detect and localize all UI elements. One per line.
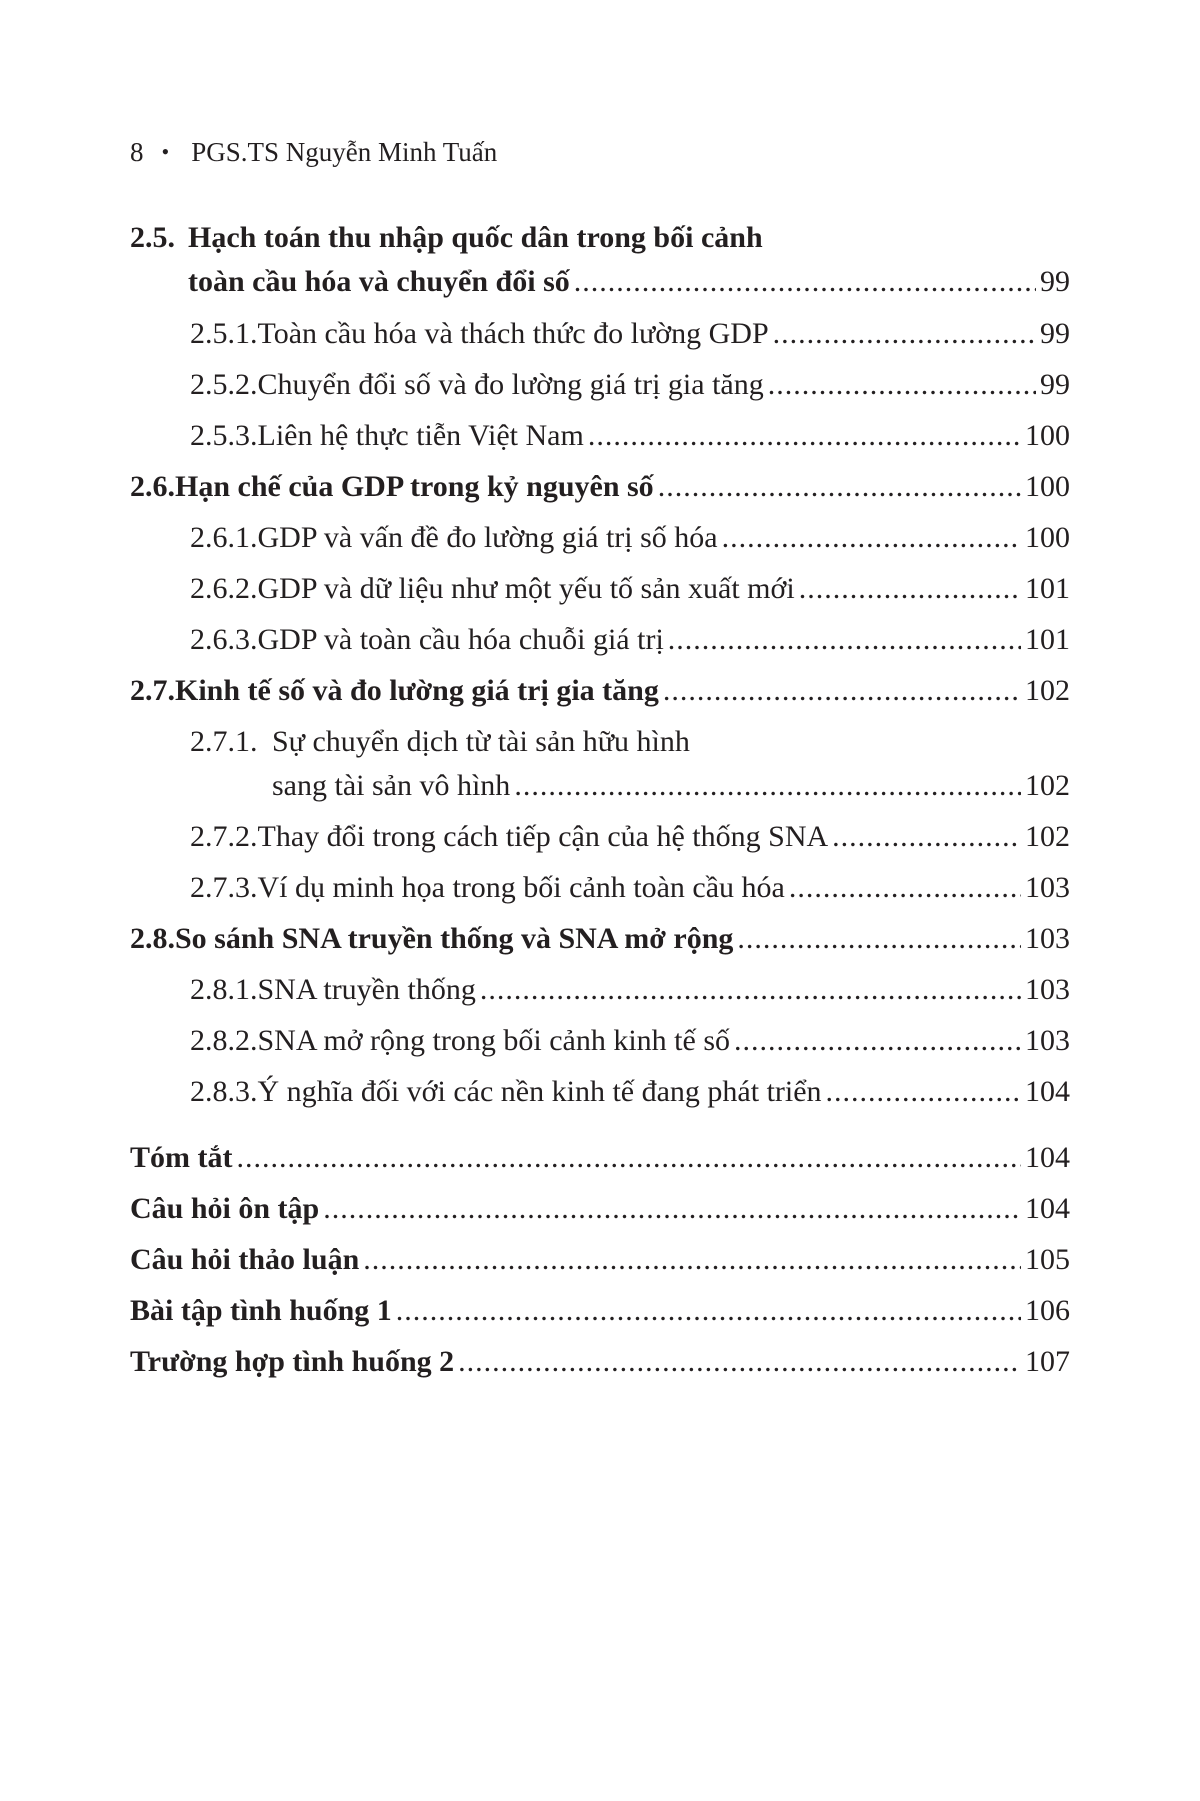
toc-page-number: 105 (1025, 1243, 1070, 1276)
toc-page-number: 99 (1040, 317, 1070, 350)
toc-page-number: 99 (1040, 368, 1070, 401)
leader-dots (832, 817, 1021, 857)
page-number: 8 (130, 137, 144, 167)
running-header (130, 132, 497, 172)
toc-page-number: 99 (1040, 265, 1070, 298)
toc-entry-2-7-1: sang tài sản vô hình ..... 102 (272, 766, 1070, 806)
toc-entry-review-questions: Câu hỏi ôn tập ..... 104 (130, 1189, 1070, 1229)
toc-page-number: 103 (1025, 922, 1070, 955)
toc-entry-2-5-line1: 2.5. Hạch toán thu nhập quốc dân trong bối cảnh (130, 221, 763, 254)
toc-page-number: 104 (1025, 1141, 1070, 1174)
leader-dots (588, 416, 1021, 456)
toc-page-number: 104 (1025, 1075, 1070, 1108)
toc-entry-2-5-2: 2.5.2. Chuyển đổi số và đo lường giá trị gia tăng ..... 99 (190, 365, 1070, 405)
toc-page-number: 102 (1025, 674, 1070, 707)
toc-page-number: 102 (1025, 820, 1070, 853)
toc-page-number: 103 (1025, 871, 1070, 904)
leader-dots (480, 970, 1021, 1010)
toc-entry-case-study-1: Bài tập tình huống 1 ..... 106 (130, 1291, 1070, 1331)
leader-dots (768, 365, 1036, 405)
header-author: PGS.TS Nguyễn Minh Tuấn (191, 137, 498, 167)
leader-dots (734, 1021, 1021, 1061)
toc-entry-2-8-2: 2.8.2. SNA mở rộng trong bối cảnh kinh tế số ..... 103 (190, 1021, 1070, 1061)
toc-entry-2-7-3: 2.7.3. Ví dụ minh họa trong bối cảnh toàn cầu hóa ..... 103 (190, 868, 1070, 908)
toc-entry-2-6-2: 2.6.2. GDP và dữ liệu như một yếu tố sản xuất mới ..... 101 (190, 569, 1070, 609)
leader-dots (789, 868, 1021, 908)
toc-page-number: 100 (1025, 419, 1070, 452)
leader-dots (722, 518, 1021, 558)
toc-page-number: 102 (1025, 769, 1070, 802)
leader-dots (236, 1138, 1021, 1178)
toc-entry-2-7-2: 2.7.2. Thay đổi trong cách tiếp cận của hệ thống SNA ..... 102 (190, 817, 1070, 857)
toc-entry-2-5-1: 2.5.1. Toàn cầu hóa và thách thức đo lường GDP ..... 99 (190, 314, 1070, 354)
toc-entry-case-study-2: Trường hợp tình huống 2 ..... 107 (130, 1342, 1070, 1382)
toc-entry-2-6-1: 2.6.1. GDP và vấn đề đo lường giá trị số hóa ..... 100 (190, 518, 1070, 558)
leader-dots (737, 919, 1021, 959)
leader-dots (658, 467, 1021, 507)
toc-page-number: 107 (1025, 1345, 1070, 1378)
leader-dots (773, 314, 1036, 354)
toc-page-number: 103 (1025, 1024, 1070, 1057)
toc-entry-summary: Tóm tắt ..... 104 (130, 1138, 1070, 1178)
toc-entry-2-6-3: 2.6.3. GDP và toàn cầu hóa chuỗi giá trị ..... 101 (190, 620, 1070, 660)
toc-page-number: 100 (1025, 521, 1070, 554)
leader-dots (826, 1072, 1021, 1112)
toc-entry-2-7-1-line1: 2.7.1. Sự chuyển dịch từ tài sản hữu hình (190, 725, 690, 758)
leader-dots (574, 262, 1036, 302)
leader-dots (396, 1291, 1021, 1331)
toc-entry-2-8-3: 2.8.3. Ý nghĩa đối với các nền kinh tế đang phát triển ..... 104 (190, 1072, 1070, 1112)
toc-entry-2-8: 2.8. So sánh SNA truyền thống và SNA mở rộng ..... 103 (130, 919, 1070, 959)
leader-dots (458, 1342, 1021, 1382)
toc-page-number: 101 (1025, 572, 1070, 605)
toc-page-number: 101 (1025, 623, 1070, 656)
toc-entry-discussion-questions: Câu hỏi thảo luận ..... 105 (130, 1240, 1070, 1280)
header-bullet: • (161, 139, 170, 164)
toc-page-number: 100 (1025, 470, 1070, 503)
toc-page-number: 103 (1025, 973, 1070, 1006)
leader-dots (668, 620, 1021, 660)
toc-page-number: 106 (1025, 1294, 1070, 1327)
toc-entry-2-7: 2.7. Kinh tế số và đo lường giá trị gia tăng ..... 102 (130, 671, 1070, 711)
toc-entry-2-5: toàn cầu hóa và chuyển đổi số ..... 99 (188, 262, 1070, 302)
toc-page-number: 104 (1025, 1192, 1070, 1225)
toc-entry-2-5-3: 2.5.3. Liên hệ thực tiễn Việt Nam ..... 100 (190, 416, 1070, 456)
leader-dots (663, 671, 1021, 711)
leader-dots (363, 1240, 1021, 1280)
leader-dots (514, 766, 1021, 806)
toc-entry-2-8-1: 2.8.1. SNA truyền thống ..... 103 (190, 970, 1070, 1010)
toc-entry-2-6: 2.6. Hạn chế của GDP trong kỷ nguyên số ..... 100 (130, 467, 1070, 507)
leader-dots (323, 1189, 1021, 1229)
leader-dots (799, 569, 1021, 609)
